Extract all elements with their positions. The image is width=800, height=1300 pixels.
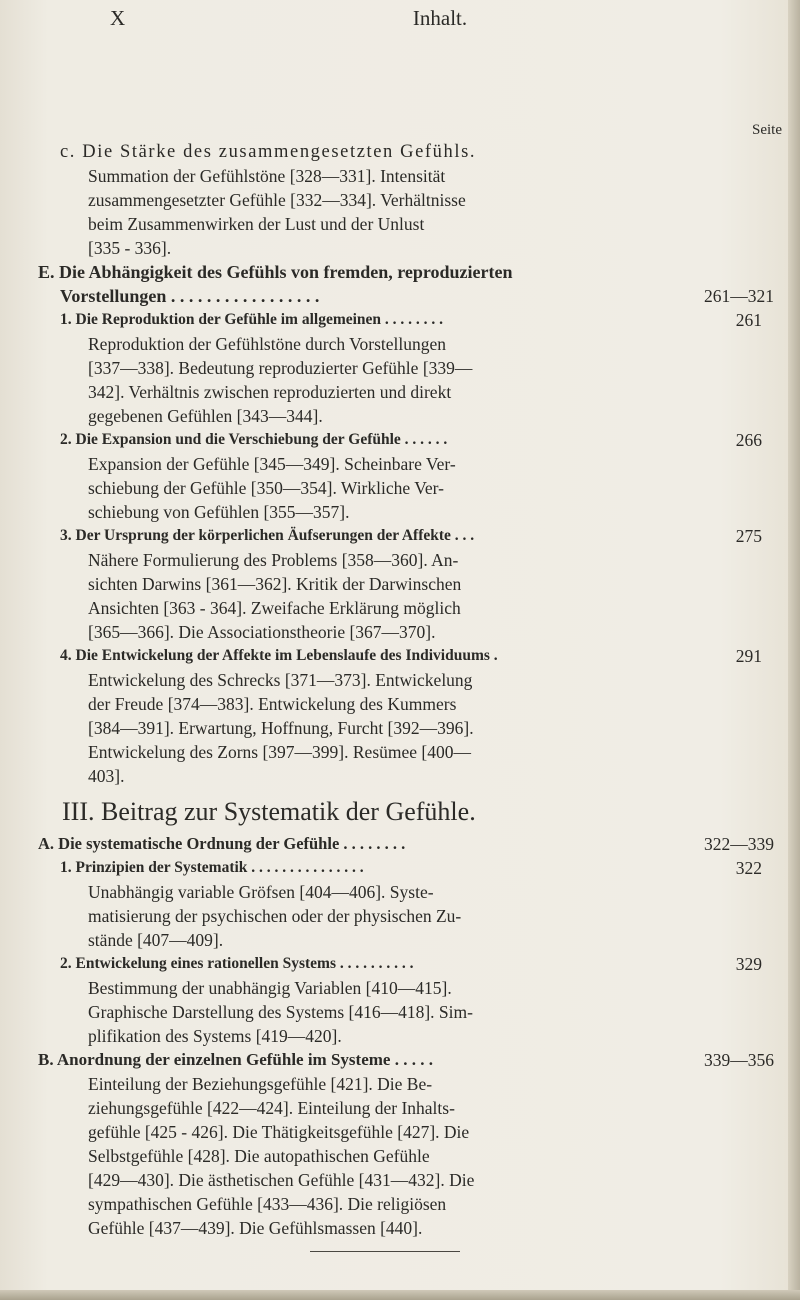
entry-e4-desc-line: Entwickelung des Schrecks [371—373]. Entwickelung (88, 670, 473, 690)
section-A-title: A. Die systematische Ordnung der Gefühle . . . . . . . . (38, 834, 406, 853)
entry-B-desc-line: ziehungsgefühle [422—424]. Einteilung der Inhalts- (88, 1098, 455, 1118)
section-A-pages: 322—339 (704, 834, 774, 854)
page-right-edge (788, 0, 800, 1300)
entry-e3-desc-line: Nähere Formulierung des Problems [358—360]. An- (88, 550, 459, 570)
entry-e1-desc-line: gegebenen Gefühlen [343—344]. (88, 406, 323, 426)
section-E-pages: 261—321 (704, 286, 774, 306)
section-E-title: Vorstellungen . . . . . . . . . . . . . . . . . (60, 286, 320, 306)
entry-a1-desc-line: stände [407—409]. (88, 930, 224, 950)
entry-e4-desc-line: der Freude [374—383]. Entwickelung des Kummers (88, 694, 457, 714)
page-number: X (110, 6, 126, 30)
entry-a2-desc-line: Bestimmung der unabhängig Variablen [410—415]. (88, 978, 452, 998)
entry-c-desc-line: beim Zusammenwirken der Lust und der Unlust (88, 214, 425, 234)
entry-e3-desc-line: sichten Darwins [361—362]. Kritik der Darwinschen (88, 574, 462, 594)
page-bottom-edge (0, 1290, 800, 1300)
entry-B-desc-line: Selbstgefühle [428]. Die autopathischen Gefühle (88, 1146, 430, 1166)
entry-e3-page: 275 (735, 526, 762, 546)
entry-e1-desc-line: [337—338]. Bedeutung reproduzierter Gefühle [339— (88, 358, 473, 378)
entry-a1-desc-line: matisierung der psychischen oder der physischen Zu- (88, 906, 462, 926)
entry-c-desc-line: Summation der Gefühlstöne [328—331]. Intensität (88, 166, 446, 186)
entry-e4-desc-line: [384—391]. Erwartung, Hoffnung, Furcht [392—396]. (88, 718, 474, 738)
entry-c-desc-line: zusammengesetzter Gefühle [332—334]. Verhältnisse (88, 190, 466, 210)
entry-e4-desc-line: 403]. (88, 766, 125, 786)
entry-B-desc-line: Gefühle [437—439]. Die Gefühlsmassen [440]. (88, 1218, 423, 1238)
entry-a1-page: 322 (735, 858, 762, 878)
section-B-title: B. Anordnung der einzelnen Gefühle im Systeme . . . . . (38, 1050, 433, 1069)
running-title: Inhalt. (412, 6, 468, 30)
section-E-title: E. Die Abhängigkeit des Gefühls von fremden, reproduzierten (38, 262, 513, 282)
part-III-heading: III. Beitrag zur Systematik der Gefühle. (62, 797, 476, 826)
entry-e1-desc-line: 342]. Verhältnis zwischen reproduzierten und direkt (88, 382, 452, 402)
entry-B-desc-line: sympathischen Gefühle [433—436]. Die religiösen (88, 1194, 447, 1214)
entry-e2-page: 266 (735, 430, 762, 450)
page-column-label: Seite (752, 122, 782, 138)
entry-B-desc-line: [429—430]. Die ästhetischen Gefühle [431—432]. Die (88, 1170, 475, 1190)
entry-e1-desc-line: Reproduktion der Gefühlstöne durch Vorstellungen (88, 334, 447, 354)
entry-a1-title: 1. Prinzipien der Systematik . . . . . . . . . . . . . . . (60, 859, 364, 876)
entry-e1-page: 261 (735, 310, 762, 330)
entry-e2-title: 2. Die Expansion und die Verschiebung der Gefühle . . . . . . (60, 431, 448, 448)
entry-e4-title: 4. Die Entwickelung der Affekte im Lebenslaufe des Individuums . (60, 647, 498, 664)
entry-a2-page: 329 (735, 954, 762, 974)
entry-a1-desc-line: Unabhängig variable Gröfsen [404—406]. Syste- (88, 882, 434, 902)
entry-e3-desc-line: [365—366]. Die Associationstheorie [367—370]. (88, 622, 436, 642)
end-rule (310, 1251, 460, 1252)
entry-e4-page: 291 (735, 646, 762, 666)
entry-e2-desc-line: schiebung von Gefühlen [355—357]. (88, 502, 350, 522)
entry-B-desc-line: gefühle [425 - 426]. Die Thätigkeitsgefühle [427]. Die (88, 1122, 470, 1142)
entry-e3-title: 3. Der Ursprung der körperlichen Äufserungen der Affekte . . . (60, 527, 475, 544)
section-B-pages: 339—356 (704, 1050, 774, 1070)
entry-e4-desc-line: Entwickelung des Zorns [397—399]. Resümee [400— (88, 742, 471, 762)
entry-e2-desc-line: schiebung der Gefühle [350—354]. Wirkliche Ver- (88, 478, 444, 498)
entry-c-title: c. Die Stärke des zusammengesetzten Gefühls. (60, 142, 477, 162)
entry-e1-title: 1. Die Reproduktion der Gefühle im allgemeinen . . . . . . . . (60, 311, 444, 328)
running-head (110, 6, 770, 36)
entry-B-desc-line: Einteilung der Beziehungsgefühle [421]. Die Be- (88, 1074, 433, 1094)
entry-e3-desc-line: Ansichten [363 - 364]. Zweifache Erklärung möglich (88, 598, 461, 618)
entry-a2-desc-line: Graphische Darstellung des Systems [416—418]. Sim- (88, 1002, 473, 1022)
entry-a2-title: 2. Entwickelung eines rationellen Systems . . . . . . . . . . (60, 955, 414, 972)
entry-e2-desc-line: Expansion der Gefühle [345—349]. Scheinbare Ver- (88, 454, 456, 474)
entry-c-desc-line: [335 - 336]. (88, 238, 172, 258)
entry-a2-desc-line: plifikation des Systems [419—420]. (88, 1026, 342, 1046)
